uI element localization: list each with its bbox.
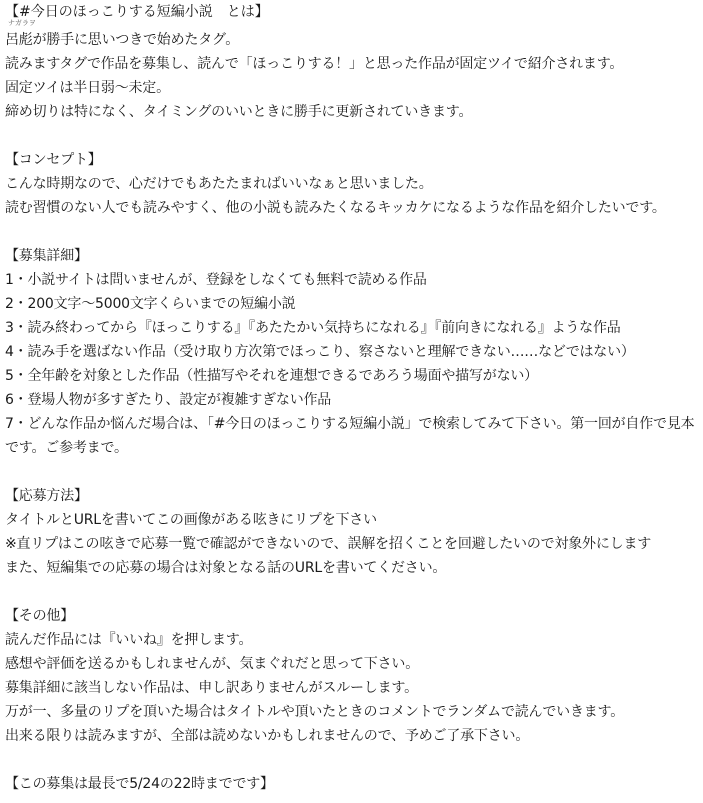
intro-line-3: 固定ツイは半日弱〜未定。 bbox=[5, 80, 170, 96]
details-item-1: 1・小説サイトは問いませんが、登録をしなくても無料で読める作品 bbox=[5, 272, 427, 288]
details-heading: 【募集詳細】 bbox=[5, 248, 88, 264]
apply-line-2: ※直リプはこの呟きで応募一覧で確認ができないので、誤解を招くことを回避したいので対象外にします bbox=[5, 536, 652, 552]
details-item-5: 5・全年齢を対象とした作品（性描写やそれを連想できるであろう場面や描写がない） bbox=[5, 368, 538, 384]
document-body bbox=[5, 0, 701, 796]
spacer bbox=[5, 580, 701, 604]
details-item-6: 6・登場人物が多すぎたり、設定が複雑すぎない作品 bbox=[5, 392, 332, 408]
details-item-7: 7・どんな作品か悩んだ場合は、「#今日のほっこりする短編小説」で検索してみて下さい。第一回が自作で見本 bbox=[5, 416, 695, 432]
concept-line-1: こんな時期なので、心だけでもあたたまればいいなぁと思いました。 bbox=[5, 176, 433, 192]
details-item-7-cont: です。ご参考まで。 bbox=[5, 440, 128, 456]
details-item-3: 3・読み終わってから『ほっこりする』『あたたかい気持ちになれる』『前向きになれる』ような作品 bbox=[5, 320, 621, 336]
intro-line-1 bbox=[5, 19, 701, 52]
intro-line-2: 読みますタグで作品を募集し、読んで「ほっこりする！」と思った作品が固定ツイで紹介されます。 bbox=[5, 56, 624, 72]
author-reading: ナガラヲ bbox=[8, 19, 36, 27]
intro-line-4: 締め切りは特になく、タイミングのいいときに勝手に更新されていきます。 bbox=[5, 104, 473, 120]
details-item-4: 4・読み手を選ばない作品（受け取り方次第でほっこり、察さないと理解できない……などではない） bbox=[5, 344, 635, 360]
intro-line-1-rest: が勝手に思いつきで始めたタグ。 bbox=[32, 32, 240, 48]
spacer bbox=[5, 220, 701, 244]
spacer bbox=[5, 460, 701, 484]
deadline-notice: 【この募集は最長で5/24の22時までです】 bbox=[5, 776, 274, 792]
spacer bbox=[5, 124, 701, 148]
other-line-2: 感想や評価を送るかもしれませんが、気まぐれだと思って下さい。 bbox=[5, 656, 419, 672]
other-line-3: 募集詳細に該当しない作品は、申し訳ありませんがスルーします。 bbox=[5, 680, 418, 696]
apply-line-1: タイトルとURLを書いてこの画像がある呟きにリプを下さい bbox=[5, 512, 377, 528]
other-line-4: 万が一、多量のリプを頂いた場合はタイトルや頂いたときのコメントでランダムで読んでいきます。 bbox=[5, 704, 625, 720]
apply-heading: 【応募方法】 bbox=[5, 488, 88, 504]
apply-line-3: また、短編集での応募の場合は対象となる話のURLを書いてください。 bbox=[5, 560, 447, 576]
concept-line-2: 読む習慣のない人でも読みやすく、他の小説も読みたくなるキッカケになるような作品を紹介したいです。 bbox=[5, 200, 666, 216]
other-line-5: 出来る限りは読みますが、全部は読めないかもしれませんので、予めご了承下さい。 bbox=[5, 728, 530, 744]
other-heading: 【その他】 bbox=[5, 608, 74, 624]
author-name-text: 呂彪 bbox=[5, 32, 33, 48]
spacer bbox=[5, 748, 701, 772]
author-name bbox=[5, 19, 36, 52]
concept-heading: 【コンセプト】 bbox=[5, 152, 102, 168]
intro-heading: 【#今日のほっこりする短編小説 とは】 bbox=[5, 4, 269, 20]
details-item-2: 2・200文字〜5000文字くらいまでの短編小説 bbox=[5, 296, 296, 312]
other-line-1: 読んだ作品には『いいね』を押します。 bbox=[5, 632, 253, 648]
